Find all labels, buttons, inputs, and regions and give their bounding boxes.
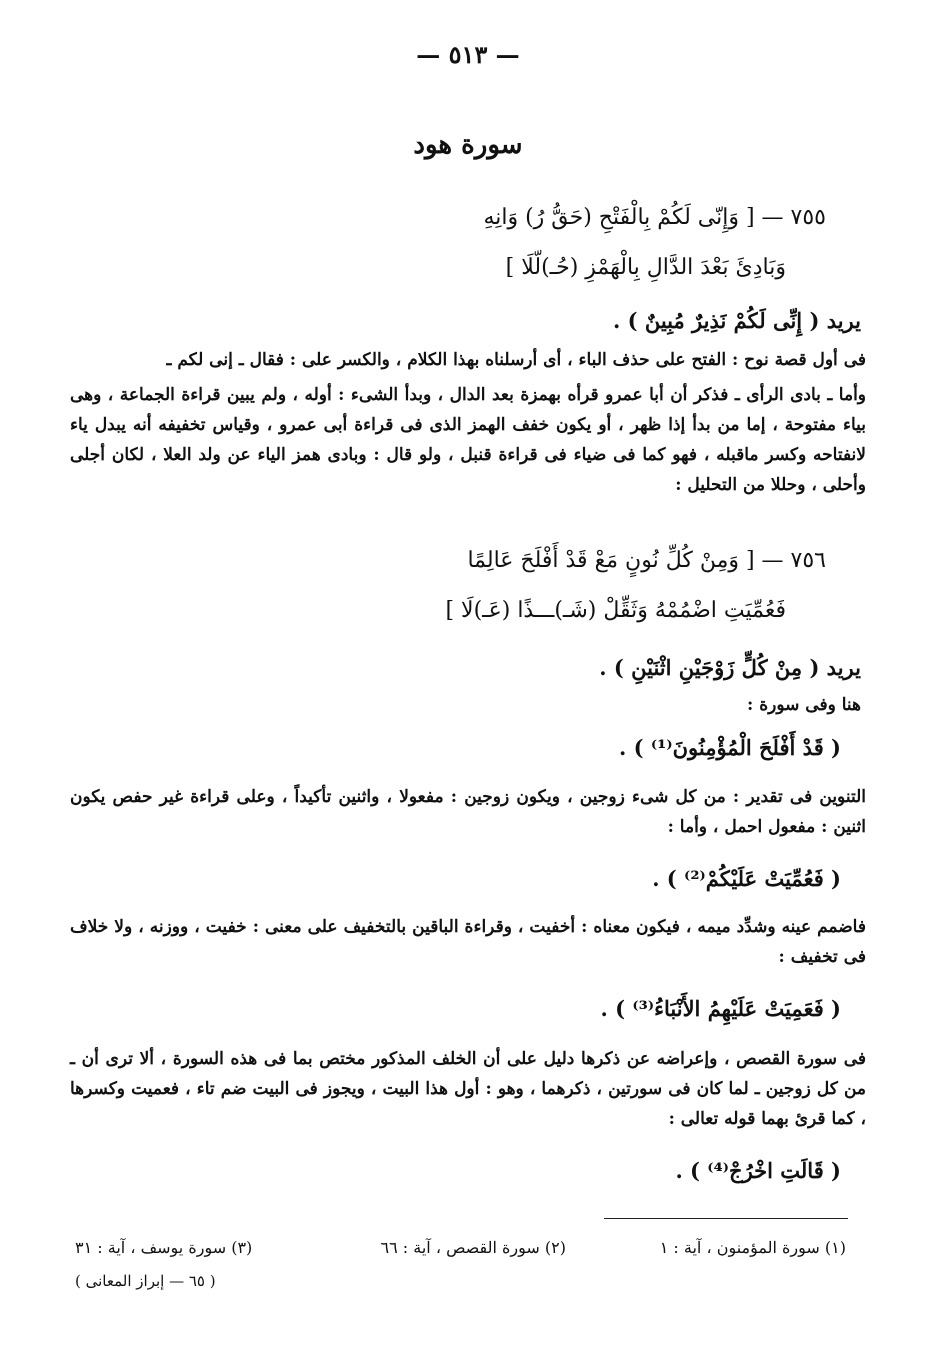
paragraph-5: هنا وفى سورة : xyxy=(747,695,861,715)
paragraph-7: فاضمم عينه وشدِّد ميمه ، فيكون معناه : أخفيت ، وقراءة الباقين بالتخفيف على معنى : خفيت ، ووزنه ، ولا خلاف فى تخفيف : xyxy=(70,917,866,967)
signature-mark: ( ٦٥ — إبراز المعانى ) xyxy=(75,1272,216,1290)
quote-2: ( فَعُمِّيَتْ عَلَيْكُمْ⁽²⁾ ) . xyxy=(652,866,841,891)
paragraph-2: فى أول قصة نوح : الفتح على حذف الباء ، أى أرسلناه بهذا الكلام ، والكسر على : فقال ـ إنى لكم ـ xyxy=(166,350,866,370)
verse-755-line-2: وَبَادِئَ بَعْدَ الدَّالِ بِالْهَمْزِ (حُـ)لّلَا ] xyxy=(505,255,786,280)
footnote-1: (١) سورة المؤمنون ، آية : ١ xyxy=(659,1238,846,1257)
paragraph-intent-1: يريد ( إِنِّى لَكُمْ نَذِيرٌ مُبِينٌ ) . xyxy=(612,308,861,333)
quote-4: ( قَالَتِ اخْرُجْ⁽⁴⁾ ) . xyxy=(675,1158,841,1183)
page-number: — ٥١٣ — xyxy=(416,40,520,69)
footnote-2: (٢) سورة القصص ، آية : ٦٦ xyxy=(380,1238,566,1257)
footnote-divider xyxy=(604,1218,848,1219)
paragraph-intent-2: يريد ( مِنْ كُلٍّ زَوْجَيْنِ اثْنَيْنِ ) . xyxy=(599,655,861,680)
quote-1: ( قَدْ أَفْلَحَ الْمُؤْمِنُونَ⁽¹⁾ ) . xyxy=(619,735,841,760)
paragraph-6: التنوين فى تقدير : من كل شىء زوجين ، ويكون زوجين : مفعولا ، واثنين تأكيداً ، وعلى قراءة غير حفص يكون اثنين : مفعول احمل ، وأما : xyxy=(70,787,866,837)
verse-756-line-2: فَعُمِّيَتِ اضْمُمْهُ وَثَقِّلْ (شَـ)ـــذًا (عَـ)لَا ] xyxy=(445,598,786,623)
surah-title: سورة هود xyxy=(413,130,523,160)
verse-755-line-1: ٧٥٥ — [ وَإِنّى لَكُمْ بِالْفَتْحِ (حَقُّ رُ) وَانِهِ xyxy=(483,205,826,230)
verse-756-line-1: ٧٥٦ — [ وَمِنْ كُلِّ نُونٍ مَعْ قَدْ أَفْلَحَ عَالِمًا xyxy=(467,548,826,573)
footnote-3: (٣) سورة يوسف ، آية : ٣١ xyxy=(75,1238,253,1257)
paragraph-3: وأما ـ بادى الرأى ـ فذكر أن أبا عمرو قرأه بهمزة بعد الدال ، وبدأ الشىء : أوله ، ولم يبين قراءة الجماعة ، وهى بياء مفتوحة ، إما من بدأ إذا ظهر ، أو يكون خفف الهمز الذى فى قراءة أبى عمرو ، وقياس تخفيفه أنه يبدل ياء لانفتاحه وكسر ماقبله ، فهو كما فى ضياء فى قراءة قنبل ، ولو قال : وبادى همز الياء عن ولد العلا ، لكان أجلى وأحلى ، وحللا من التحليل : xyxy=(70,385,866,495)
paragraph-8: فى سورة القصص ، وإعراضه عن ذكرها دليل على أن الخلف المذكور مختص بما فى هذه السورة ، ألا ترى أن ـ من كل زوجين ـ لما كان فى سورتين ، ذكرهما ، وهو : أول هذا البيت ، ويجوز فى البيت ضم تاء ، فعميت وكسرها ، كما قرئ بهما قوله تعالى : xyxy=(70,1049,866,1129)
quote-3: ( فَعَمِيَتْ عَلَيْهِمُ الأَنْبَاءُ⁽³⁾ ) . xyxy=(600,996,841,1021)
